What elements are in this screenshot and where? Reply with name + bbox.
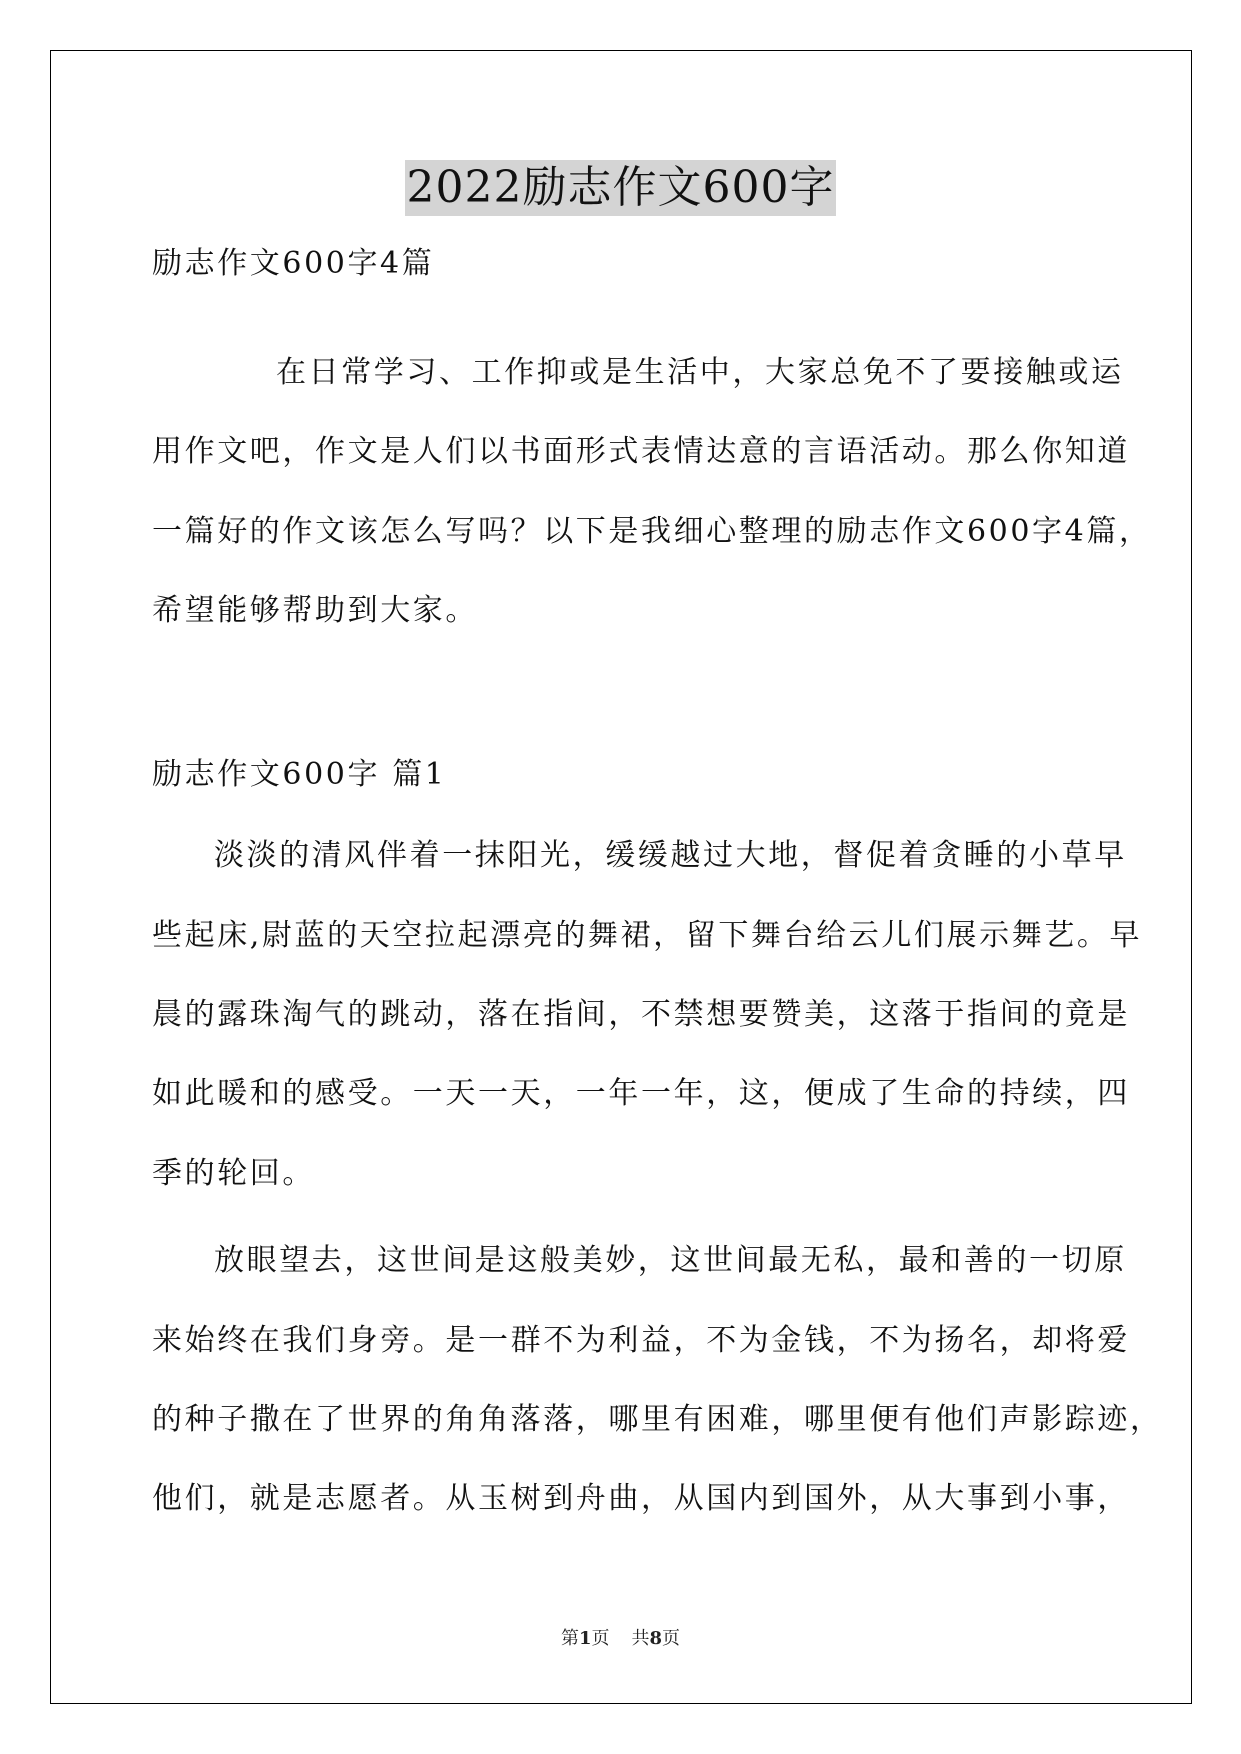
page-footer: [0, 1627, 1241, 1651]
page-suffix: 页: [591, 1628, 610, 1649]
paragraph-line: 放眼望去，这世间是这般美妙，这世间最无私，最和善的一切原: [214, 1243, 1127, 1278]
paragraph-line: 季的轮回。: [152, 1156, 315, 1191]
page-prefix: 第: [560, 1628, 579, 1649]
intro-line: 希望能够帮助到大家。: [152, 593, 478, 628]
section-heading: 励志作文600字 篇1: [152, 757, 447, 792]
intro-line: 用作文吧，作文是人们以书面形式表情达意的言语活动。那么你知道: [152, 434, 1130, 469]
paragraph-line: 来始终在我们身旁。是一群不为利益，不为金钱，不为扬名，却将爱: [152, 1323, 1130, 1358]
intro-line: 一篇好的作文该怎么写吗？以下是我细心整理的励志作文600字4篇，: [152, 514, 1152, 549]
document-title: 2022励志作文600字: [405, 160, 837, 216]
paragraph-line: 如此暖和的感受。一天一天，一年一年，这，便成了生命的持续，四: [152, 1076, 1130, 1111]
paragraph-line: 晨的露珠淘气的跳动，落在指间，不禁想要赞美，这落于指间的竟是: [152, 997, 1130, 1032]
page-total: 8: [649, 1628, 663, 1649]
document-subtitle: 励志作文600字4篇: [152, 246, 435, 281]
page-number: 1: [578, 1628, 592, 1649]
paragraph-line: 淡淡的清风伴着一抹阳光，缓缓越过大地，督促着贪睡的小草早: [214, 838, 1127, 873]
paragraph-line: 些起床,尉蓝的天空拉起漂亮的舞裙，留下舞台给云儿们展示舞艺。早: [152, 918, 1143, 953]
page-border: [50, 50, 1192, 1704]
intro-line: 在日常学习、工作抑或是生活中，大家总免不了要接触或运: [276, 355, 1124, 390]
title-container: [0, 160, 1241, 216]
total-prefix: 共: [631, 1628, 650, 1649]
paragraph-line: 的种子撒在了世界的角角落落，哪里有困难，哪里便有他们声影踪迹，: [152, 1402, 1163, 1437]
total-suffix: 页: [662, 1628, 681, 1649]
paragraph-line: 他们，就是志愿者。从玉树到舟曲，从国内到国外，从大事到小事，: [152, 1481, 1130, 1516]
